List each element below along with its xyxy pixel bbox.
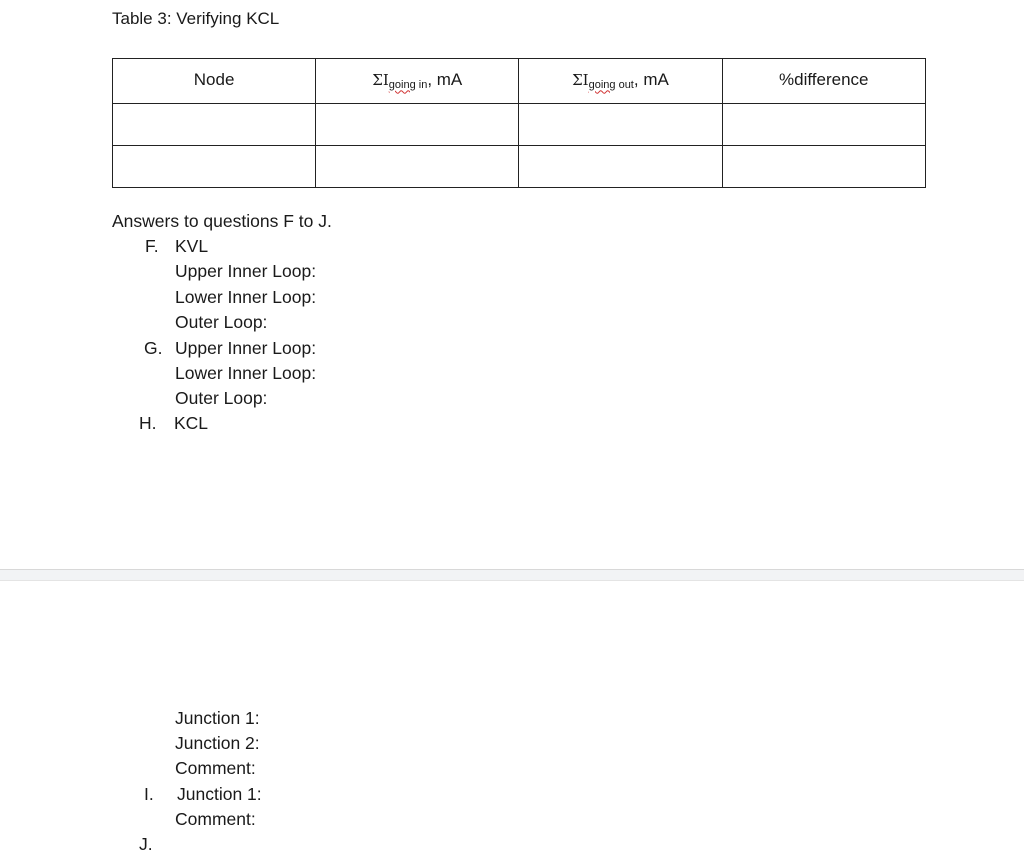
header-current-in: [316, 59, 519, 104]
header-node: Node: [113, 59, 316, 104]
unit-ma: , mA: [633, 69, 669, 89]
sum-symbol: ΣI: [372, 70, 389, 89]
table-caption: Table 3: Verifying KCL: [112, 9, 280, 28]
page-break-bottom-edge: [0, 580, 1024, 581]
table-cell[interactable]: [722, 104, 925, 146]
table-cell[interactable]: [113, 104, 316, 146]
item-h-line: Junction 1:: [175, 708, 260, 728]
item-f-line: Lower Inner Loop:: [175, 287, 317, 307]
answers-heading: Answers to questions F to J.: [112, 211, 332, 231]
kcl-table: [112, 58, 926, 188]
item-h-line: Comment:: [175, 758, 256, 778]
item-g-line: Upper Inner Loop:: [175, 338, 317, 358]
item-f-line: Outer Loop:: [175, 312, 268, 332]
table-cell[interactable]: [722, 146, 925, 188]
item-i-line: Comment:: [175, 809, 256, 829]
item-marker-g: G.: [144, 338, 163, 358]
table-cell[interactable]: [519, 146, 722, 188]
item-marker-j: J.: [139, 834, 153, 854]
item-h-title: KCL: [174, 413, 209, 433]
item-marker-f: F.: [145, 236, 159, 256]
table-header-row: [113, 59, 926, 104]
subscript-going-out: going out: [588, 78, 634, 91]
sum-symbol: ΣI: [572, 70, 589, 89]
table-cell[interactable]: [316, 104, 519, 146]
item-f-line: Upper Inner Loop:: [175, 261, 317, 281]
table-row: [113, 146, 926, 188]
header-difference: %difference: [722, 59, 925, 104]
table-cell[interactable]: [113, 146, 316, 188]
item-f-title: KVL: [175, 236, 209, 256]
unit-ma: , mA: [427, 69, 463, 89]
item-marker-h: H.: [139, 413, 157, 433]
item-marker-i: I.: [144, 784, 154, 804]
table-cell[interactable]: [519, 104, 722, 146]
item-i-line: Junction 1:: [177, 784, 262, 804]
item-g-line: Lower Inner Loop:: [175, 363, 317, 383]
spellcheck-going: going: [388, 78, 416, 91]
subscript-going-in: going in: [388, 78, 428, 91]
header-current-out: [519, 59, 722, 104]
item-h-line: Junction 2:: [175, 733, 260, 753]
table-row: [113, 104, 926, 146]
item-g-line: Outer Loop:: [175, 388, 268, 408]
page-break: [0, 570, 1024, 580]
spellcheck-going: going: [588, 78, 616, 91]
table-cell[interactable]: [316, 146, 519, 188]
